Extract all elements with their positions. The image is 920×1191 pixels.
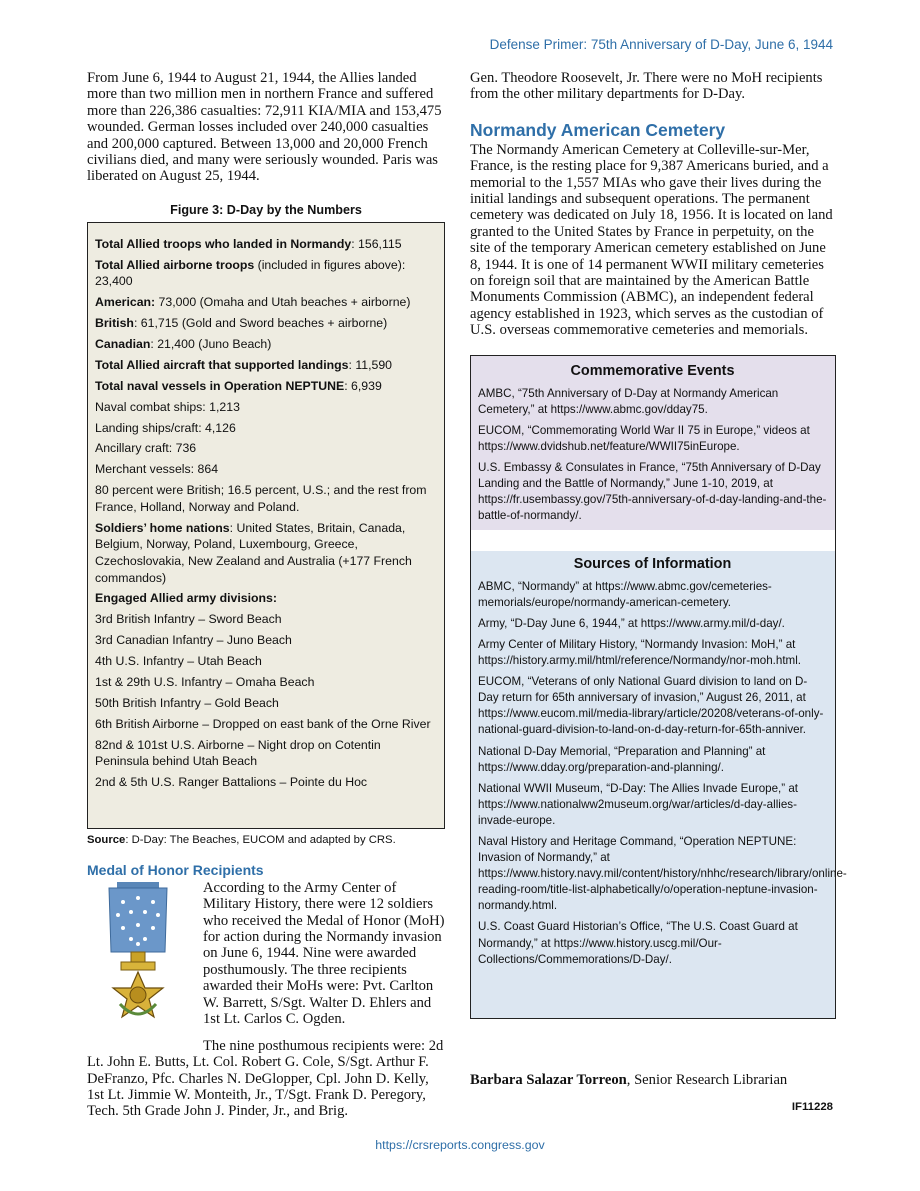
figure-item: [95, 716, 437, 733]
figure-item-text: 6th British Airborne – Dropped on east bank of the Orne River: [95, 716, 431, 731]
figure-item: [95, 257, 437, 290]
figure-item: [95, 520, 437, 586]
figure-item-text: 2nd & 5th U.S. Ranger Battalions – Pointe du Hoc: [95, 775, 368, 790]
figure-item: [95, 632, 437, 649]
figure-item-text: Ancillary craft: 736: [95, 441, 197, 456]
figure-item-text: 3rd Canadian Infantry – Juno Beach: [95, 633, 292, 648]
figure-item: [95, 737, 437, 770]
events-item: EUCOM, “Commemorating World War II 75 in Europe,” videos at https://www.dvidshub.net/feature/WWII75inEurope.: [478, 423, 810, 453]
figure-item-text: Landing ships/craft: 4,126: [95, 420, 236, 435]
figure-box: [87, 222, 445, 829]
figure-item-text: : 156,115: [351, 236, 402, 251]
right-column: [470, 70, 847, 1019]
cemetery-paragraph: The Normandy American Cemetery at Colleville-sur-Mer, France, is the resting place for 9,387 Americans buried, and a memorial to the 1,557 MIAs who gave their lives during the initial landings and subsequent operations. The permanent cemetery was dedicated on July 18, 1956. It is located on land granted to the United States by France in perpetuity, on the site of the temporary American cemetery established on June 8, 1944. It is one of 14 permanent WWII military cemeteries on foreign soil that are maintained by the American Battle Monuments Commission (ABMC), an independent federal agency established in 1923, which serves as the custodian of U.S. overseas commemorative cemeteries and memorials.: [470, 141, 833, 339]
sources-item: Naval History and Heritage Command, “Operation NEPTUNE: Invasion of Normandy,” at https://www.history.navy.mil/content/history/nhhc/research/library/online-reading-room/title-list-alphabetically/o/operation-neptune-invasion-normandy.html.: [478, 835, 847, 913]
moh-paragraph-3: Gen. Theodore Roosevelt, Jr. There were no MoH recipients from the other military departments for D-Day.: [470, 70, 823, 103]
intro-paragraph: From June 6, 1944 to August 21, 1944, the Allies landed more than two million men in northern France and suffered more than 226,386 casualties: 72,911 KIA/MIA and 153,475 wounded. German losses included over 240,000 casualties and 200,000 captured. Between 13,000 and 20,000 French civilians died, and many were seriously wounded. Paris was liberated on August 25, 1944.: [87, 70, 442, 185]
events-item: U.S. Embassy & Consulates in France, “75th Anniversary of D-Day Landing and the Battle of Normandy,” June 1-10, 2019, at https://fr.usembassy.gov/75th-anniversary-of-d-day-landing-and-the-battle-of-normandy/.: [478, 461, 827, 523]
author-title: , Senior Research Librarian: [626, 1072, 788, 1088]
figure-item-text: 50th British Infantry – Gold Beach: [95, 695, 279, 710]
figure-item: [95, 378, 437, 395]
figure-source-label: Source: [87, 833, 126, 846]
moh-paragraph-1: According to the Army Center of Military History, there were 12 soldiers who received the Medal of Honor (MoH) for action during the Normandy invasion on June 6, 1944. Nine were awarded posthumously. The three recipients awarded their MoHs were: Pvt. Carlton W. Barrett, S/Sgt. Walter D. Ehlers and 1st Lt. Carlos C. Ogden.: [203, 879, 445, 1028]
figure-source-text: : D-Day: The Beaches, EUCOM and adapted by CRS.: [125, 833, 396, 846]
figure-item-text: : 21,400 (Juno Beach): [150, 337, 272, 351]
figure-item-label: British: [95, 316, 134, 331]
figure-item: [95, 611, 437, 628]
figure-item-text: 82nd & 101st U.S. Airborne – Night drop on Cotentin Peninsula behind Utah Beach: [95, 737, 381, 769]
figure-item: [95, 420, 437, 437]
events-item: AMBC, “75th Anniversary of D-Day at Normandy American Cemetery,” at https://www.abmc.gov/dday75.: [478, 386, 779, 416]
events-panel: [471, 356, 835, 530]
sources-item: National D-Day Memorial, “Preparation and Planning” at https://www.dday.org/preparation-and-planning/.: [478, 744, 766, 774]
author-line: [470, 1072, 787, 1089]
figure-item-label: Engaged Allied army divisions:: [95, 591, 277, 606]
figure-item-label: American:: [95, 295, 156, 310]
medal-of-honor-image: [87, 882, 189, 1027]
figure-item-text: 1st & 29th U.S. Infantry – Omaha Beach: [95, 674, 315, 689]
figure-title: Figure 3: D-Day by the Numbers: [170, 202, 362, 217]
sources-item: Army Center of Military History, “Normandy Invasion: MoH,” at https://history.army.mil/html/reference/Normandy/nor-moh.html.: [478, 637, 801, 668]
figure-item: [95, 774, 437, 791]
figure-item-label: Total Allied aircraft that supported landings: [95, 357, 349, 372]
sources-item: ABMC, “Normandy” at https://www.abmc.gov/cemeteries-memorials/europe/normandy-american-cemetery.: [478, 579, 772, 609]
moh-paragraph-2: The nine posthumous recipients were: 2d Lt. John E. Butts, Lt. Col. Robert G. Cole, S/Sgt. Arthur F. DeFranzo, Pfc. Charles N. DeGlopper, Cpl. John D. Kelly, 1st Lt. Jimmie W. Monteith, Jr., T/Sgt. Frank D. Peregory, Tech. 5th Grade John J. Pinder, Jr., and Brig.: [87, 1037, 444, 1120]
figure-item: [95, 315, 437, 332]
figure-item: [95, 440, 437, 457]
figure-item: [95, 399, 437, 416]
sources-item: U.S. Coast Guard Historian’s Office, “The U.S. Coast Guard at Normandy,” at https://www.history.uscg.mil/Our-Collections/Commemorations/D-Day/.: [478, 920, 798, 966]
moh-section: [87, 878, 445, 1038]
sources-panel: [471, 551, 847, 1018]
figure-item-text: Merchant vessels: 864: [95, 462, 219, 477]
figure-item-text: 73,000 (Omaha and Utah beaches + airborne): [155, 295, 411, 310]
sources-title: Sources of Information: [573, 555, 732, 572]
figure-source: [87, 834, 445, 846]
cemetery-heading: Normandy American Cemetery: [470, 119, 726, 140]
sources-item: National WWII Museum, “D-Day: The Allies Invade Europe,” at https://www.nationalww2museum.org/war/articles/d-day-allies-invade-europe.: [478, 781, 799, 827]
figure-item-label: Soldiers’ home nations: [95, 520, 230, 535]
moh-heading: Medal of Honor Recipients: [87, 861, 264, 878]
figure-item-label: Canadian: [95, 337, 151, 351]
figure-item: [95, 590, 437, 607]
figure-item-text: : 61,715 (Gold and Sword beaches + airborne): [133, 316, 388, 331]
running-header: Defense Primer: 75th Anniversary of D-Day, June 6, 1944: [489, 37, 833, 52]
figure-item-text: 80 percent were British; 16.5 percent, U.S.; and the rest from France, Holland, Norway and Poland.: [95, 483, 427, 514]
figure-item: [95, 236, 437, 253]
figure-item: [95, 357, 437, 374]
figure-item-text: 3rd British Infantry – Sword Beach: [95, 612, 282, 627]
figure-item: [95, 336, 437, 353]
figure-item-label: Total naval vessels in Operation NEPTUNE: [95, 378, 345, 393]
figure-item-text: Naval combat ships: 1,213: [95, 399, 240, 414]
figure-item: [95, 695, 437, 712]
footer-link[interactable]: https://crsreports.congress.gov: [375, 1138, 545, 1152]
figure-item-list: [95, 236, 437, 791]
figure-item-text: (included in figures above): 23,400: [95, 257, 406, 289]
figure-item-label: Total Allied airborne troops: [95, 257, 255, 272]
figure-item-text: : United States, Britain, Canada, Belgium, Norway, Poland, Luxembourg, Greece, Czechoslovakia, New Zealand and Australia (+177 French commandos): [95, 520, 412, 585]
figure-item: [95, 461, 437, 478]
figure-item-text: 4th U.S. Infantry – Utah Beach: [95, 654, 262, 669]
sources-item: EUCOM, “Veterans of only National Guard division to land on D-Day return for 65th anniversary of invasion,” August 26, 2011, at https://www.eucom.mil/media-library/article/20208/veterans-of-only-national-guard-division-to-land-on-d-day-return-for-65th-anniver.: [478, 675, 824, 737]
figure-item: [95, 674, 437, 691]
figure-item: [95, 482, 437, 515]
figure-item-text: : 6,939: [344, 378, 382, 393]
product-code: IF11228: [791, 1101, 833, 1113]
events-title: Commemorative Events: [570, 362, 735, 379]
events-list: [478, 386, 827, 525]
figure-item: [95, 653, 437, 670]
info-box: [470, 355, 847, 1019]
author-name: Barbara Salazar Torreon: [470, 1072, 627, 1088]
left-column: [87, 70, 445, 1120]
figure-item-text: : 11,590: [348, 357, 393, 372]
figure-item: [95, 294, 437, 311]
figure-item-label: Total Allied troops who landed in Normandy: [95, 236, 352, 251]
sources-list: [478, 579, 847, 968]
sources-item: Army, “D-Day June 6, 1944,” at https://www.army.mil/d-day/.: [478, 616, 785, 630]
